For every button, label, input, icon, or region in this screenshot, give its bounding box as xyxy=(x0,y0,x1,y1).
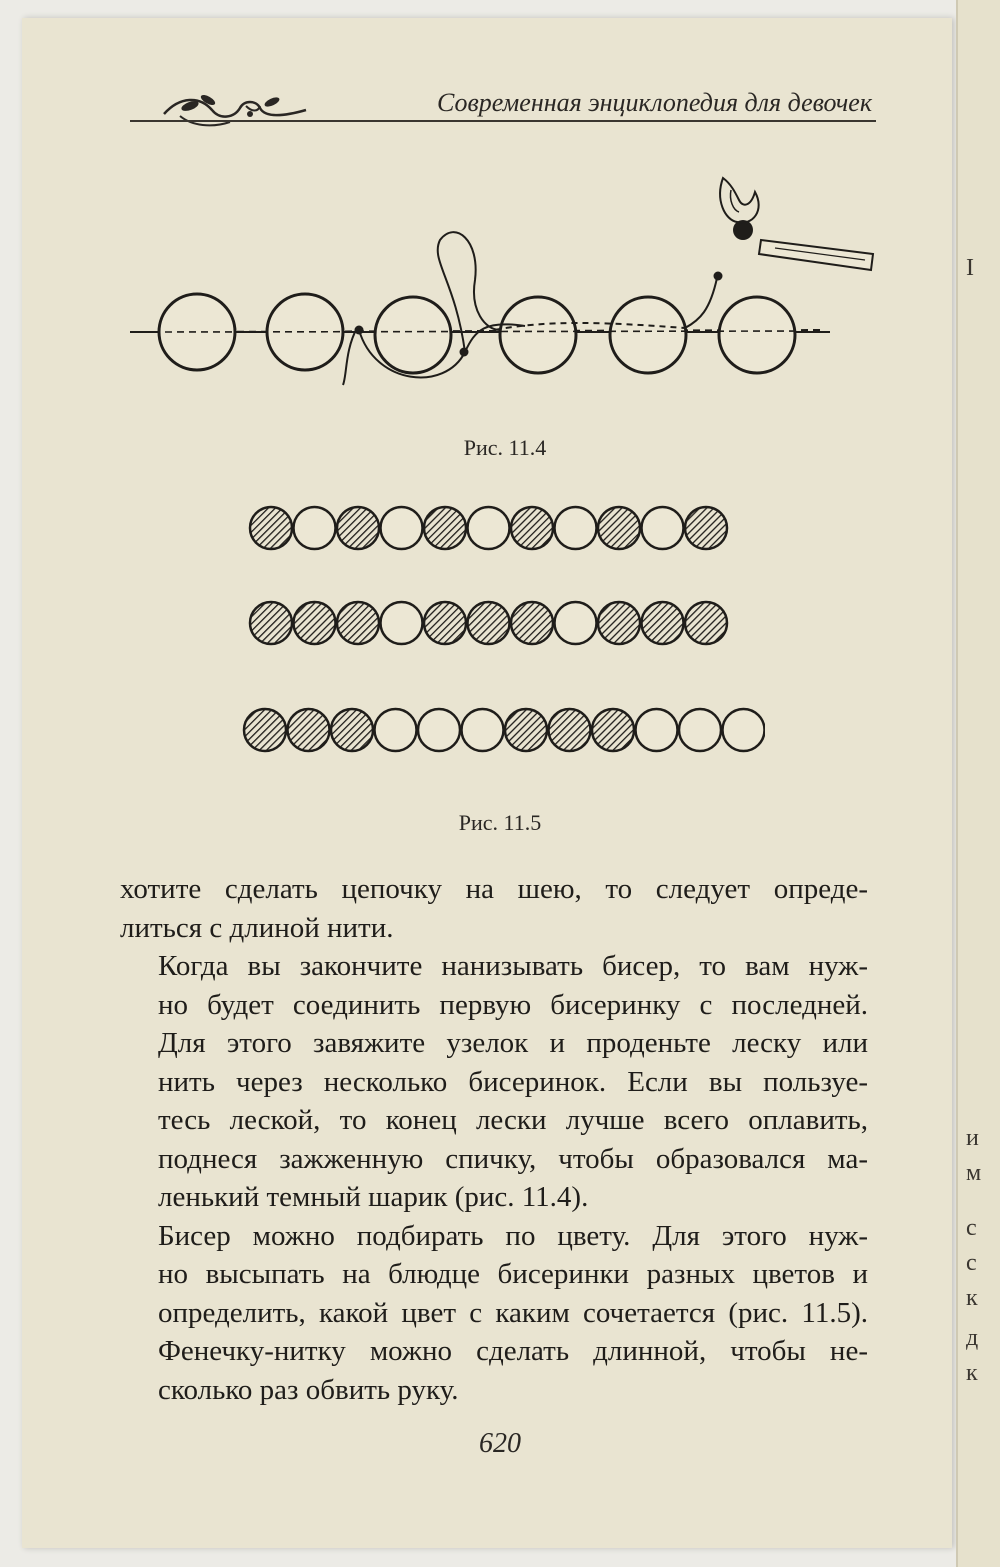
light-bead xyxy=(418,709,460,751)
adjacent-page-letter: I xyxy=(966,255,974,281)
dark-bead xyxy=(505,709,547,751)
adjacent-page-letter: к xyxy=(966,1360,978,1386)
text-line: Фенечку-нитку можно сделать длинной, чтобы не- xyxy=(158,1335,868,1367)
adjacent-page-letter: м xyxy=(966,1160,982,1186)
light-bead xyxy=(381,602,423,644)
header-rule xyxy=(130,120,876,122)
light-bead xyxy=(642,507,684,549)
light-bead xyxy=(723,709,765,751)
text-line: Когда вы закончите нанизывать бисер, то вам нуж- xyxy=(158,950,868,982)
text-line: Для этого завяжите узелок и проденьте леску или xyxy=(158,1027,868,1059)
text-line: сколько раз обвить руку. xyxy=(158,1373,459,1406)
figure-11-4 xyxy=(125,170,885,400)
page-number: 620 xyxy=(479,1428,521,1459)
light-bead xyxy=(679,709,721,751)
adjacent-page-letter: д xyxy=(966,1325,979,1351)
adjacent-page-letter: к xyxy=(966,1285,978,1311)
figure-11-5 xyxy=(235,498,765,768)
adjacent-page-letter: и xyxy=(966,1125,979,1151)
dark-bead xyxy=(250,602,292,644)
light-bead xyxy=(636,709,678,751)
light-bead xyxy=(468,507,510,549)
dark-bead xyxy=(549,709,591,751)
paragraph xyxy=(120,1217,868,1410)
header-ornament xyxy=(160,92,310,132)
bead xyxy=(500,297,576,373)
adjacent-page-letter: с xyxy=(966,1250,977,1276)
text-line: но высыпать на блюдце бисеринки разных цветов и xyxy=(158,1258,868,1290)
text-line: Бисер можно подбирать по цвету. Для этого нуж- xyxy=(158,1219,868,1252)
dark-bead xyxy=(337,602,379,644)
light-bead xyxy=(555,602,597,644)
dark-bead xyxy=(511,602,553,644)
light-bead xyxy=(381,507,423,549)
dark-bead xyxy=(642,602,684,644)
light-bead xyxy=(462,709,504,751)
dark-bead xyxy=(424,602,466,644)
text-line: определить, какой цвет с каким сочетается (рис. 11.5). xyxy=(158,1296,868,1329)
light-bead xyxy=(294,507,336,549)
bead xyxy=(610,297,686,373)
figure-11-4-caption: Рис. 11.4 xyxy=(463,435,547,460)
match-icon xyxy=(720,178,873,270)
dark-bead xyxy=(424,507,466,549)
dark-bead xyxy=(337,507,379,549)
paragraph xyxy=(120,870,868,947)
text-line: но будет соединить первую бисеринку с последней. xyxy=(158,988,868,1021)
light-bead xyxy=(375,709,417,751)
text-line: литься с длиной нити. xyxy=(120,911,394,944)
dark-bead xyxy=(331,709,373,751)
adjacent-page-edge xyxy=(956,0,1000,1567)
dark-bead xyxy=(244,709,286,751)
dark-bead xyxy=(598,602,640,644)
text-line: хотите сделать цепочку на шею, то следует опреде- xyxy=(120,873,868,905)
text-line: поднеся зажженную спичку, чтобы образовался ма- xyxy=(158,1142,868,1175)
text-line: нить через несколько бисеринок. Если вы пользуе- xyxy=(158,1065,868,1098)
body-text xyxy=(120,870,868,1409)
running-title: Современная энциклопедия для девочек xyxy=(436,88,872,117)
bead xyxy=(375,297,451,373)
adjacent-page-letter: с xyxy=(966,1215,977,1241)
dark-bead xyxy=(294,602,336,644)
paragraph xyxy=(120,947,868,1217)
bead xyxy=(719,297,795,373)
figure-11-5-caption: Рис. 11.5 xyxy=(458,810,542,835)
text-line: тесь леской, то конец лески лучше всего оплавить, xyxy=(158,1104,868,1136)
light-bead xyxy=(555,507,597,549)
dark-bead xyxy=(685,602,727,644)
dark-bead xyxy=(685,507,727,549)
dark-bead xyxy=(592,709,634,751)
dark-bead xyxy=(250,507,292,549)
dark-bead xyxy=(598,507,640,549)
text-line: ленький темный шарик (рис. 11.4). xyxy=(158,1181,589,1213)
dark-bead xyxy=(288,709,330,751)
dark-bead xyxy=(511,507,553,549)
dark-bead xyxy=(468,602,510,644)
